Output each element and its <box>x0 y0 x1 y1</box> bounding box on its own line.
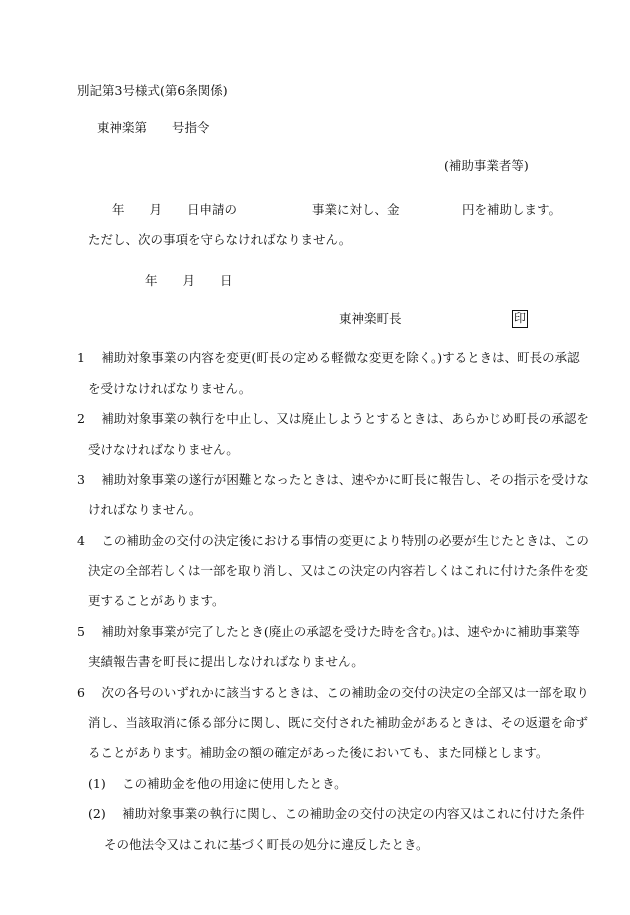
condition-5-line-2: 実績報告書を町長に提出しなければなりません。 <box>88 654 364 669</box>
sub-item-1-line-1: (1) この補助金を他の用途に使用したとき。 <box>88 776 347 791</box>
condition-3-line-1: 3 補助対象事業の遂行が困難となったときは、速やかに町長に報告し、その指示を受けな <box>77 472 589 487</box>
form-label: 別記第3号様式(第6条関係) <box>77 83 228 98</box>
condition-1-line-2: を受けなければなりません。 <box>88 381 252 396</box>
condition-4-line-2: 決定の全部若しくは一部を取り消し、又はこの決定の内容若しくはこれに付けた条件を変 <box>88 563 589 578</box>
condition-1-line-1: 1 補助対象事業の内容を変更(町長の定める軽微な変更を除く。)するときは、町長の承認 <box>77 350 580 365</box>
condition-2-line-1: 2 補助対象事業の執行を中止し、又は廃止しようとするときは、あらかじめ町長の承認を <box>77 411 589 426</box>
condition-4-line-3: 更することがあります。 <box>88 593 225 608</box>
condition-2-line-2: 受けなければなりません。 <box>88 442 239 457</box>
proviso-sentence: ただし、次の事項を守らなければなりません。 <box>88 232 352 247</box>
condition-5-line-1: 5 補助対象事業が完了したとき(廃止の承認を受けた時を含む。)は、速やかに補助事業等 <box>77 624 580 639</box>
condition-6-line-3: ることがあります。補助金の額の確定があった後においても、また同様とします。 <box>88 745 549 760</box>
issue-date: 年 月 日 <box>145 273 233 288</box>
seal-mark: 印 <box>512 310 528 328</box>
condition-3-line-2: ければなりません。 <box>88 502 202 517</box>
sub-item-2-line-2: その他法令又はこれに基づく町長の処分に違反したとき。 <box>104 837 429 852</box>
recipient-label: (補助事業者等) <box>444 158 529 173</box>
condition-4-line-1: 4 この補助金の交付の決定後における事情の変更により特別の必要が生じたときは、この <box>77 533 589 548</box>
condition-6-line-2: 消し、当該取消に係る部分に関し、既に交付された補助金があるときは、その返還を命ず <box>88 715 589 730</box>
grant-sentence: 年 月 日申請の 事業に対し、金 円を補助します。 <box>112 202 562 217</box>
document-number: 東神楽第 号指令 <box>97 120 210 135</box>
sub-item-2-line-1: (2) 補助対象事業の執行に関し、この補助金の交付の決定の内容又はこれに付けた条件 <box>88 806 585 821</box>
issuer-name: 東神楽町長 <box>339 311 402 326</box>
condition-6-line-1: 6 次の各号のいずれかに該当するときは、この補助金の交付の決定の全部又は一部を取り <box>77 685 589 700</box>
